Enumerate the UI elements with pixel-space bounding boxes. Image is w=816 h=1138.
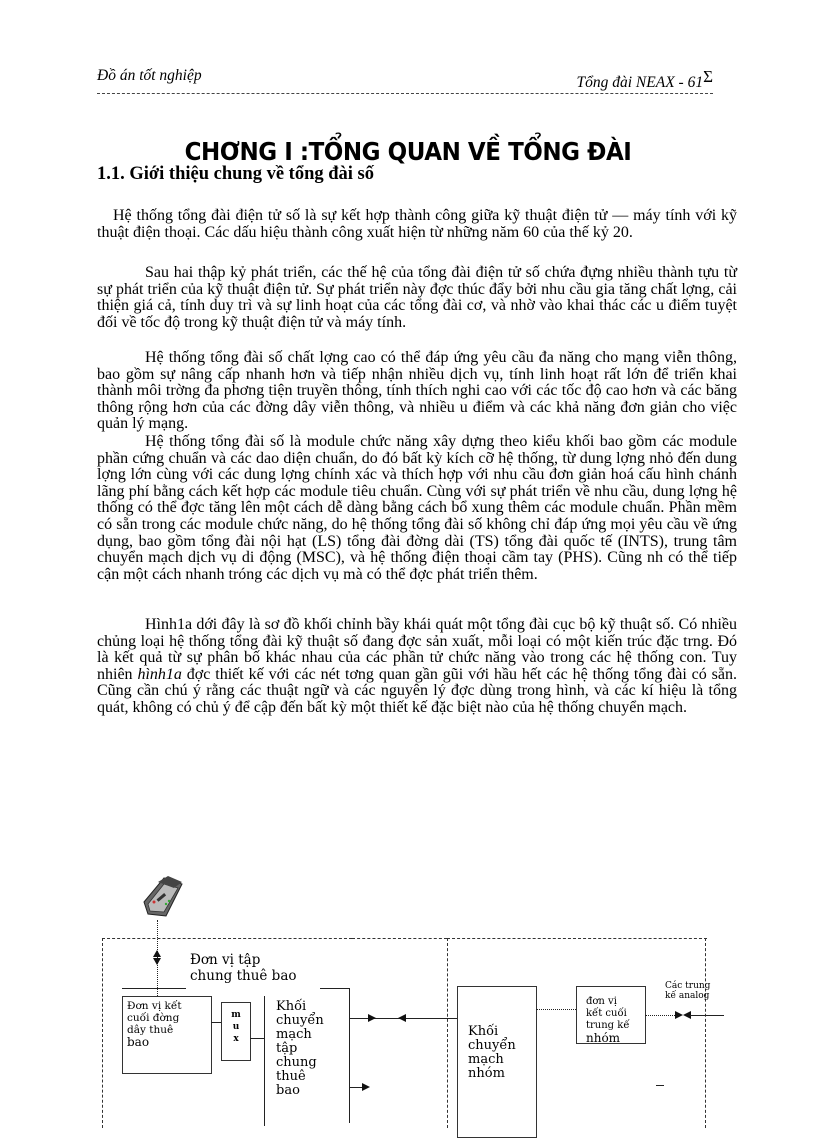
mux-label [222,1009,250,1045]
group-switch-block-label [468,1025,516,1081]
paragraph-1-text: Hệ thống tổng đài điện tử số là sự kết hợp thành công giữa kỹ thuật điện tử — máy tính với kỹ thuật điện thoại. Các dấu hiệu thành công xuất hiện từ những năm 60 của thế kỷ 20. [97,207,737,241]
frame-top-middle [352,938,447,939]
paragraph-5-part-b: đợc thiết kế với các nét tơng quan gần gũi với hầu hết các hệ thống tổng đài có sẵn. Cũng cần chú ý rằng các thuật ngữ và các nguyên lý đợc dùng trong hình, và các kí hiệu là tổng quát, không có chủ ý để cập đến bất kỳ một thiết kế đặc biệt nào của hệ thống chuyển mạch. [97,665,738,716]
ssb-line-7: bao [276,1083,300,1098]
paragraph-4-text: Hệ thống tổng đài số là module chức năng xây dựng theo kiểu khối bao gồm các module phần cứng chuẩn và các dao diện chuẩn, do đó bất kỳ kích cỡ hệ thống, từ dung lợng nhỏ đến dung lợng lớn cùng với các dung lợng chính xác và thích hợp với nhu cầu đơn giản hoá cấu hình chánh lãng phí bằng cách kết hợp các module tiêu chuẩn. Cùng với sự phát triển về nhu cầu, dung lợng hệ thống có thể đợc tăng lên một cách dễ dàng bằng cách bổ xung thêm các module chuẩn. Phần mềm có sẵn trong các module chức năng, do hệ thống tổng đài số không chỉ đáp ứng mọi yêu cầu về ứng dụng, bao gồm tổng đài nội hạt (LS) tổng đài đờng dài (TS) tổng đài quốc tế (INTS), trung tâm chuyển mạch dịch vụ di động (MSC), và hệ thống điện thoại cầm tay (PHS). Cũng nh có thể tiếp cận một cách nhanh tróng các dịch vụ mà có thể đợc phát triển thêm. [97,433,737,583]
ltu-line-3: dây thuê [127,1024,174,1036]
arrow-left-icon [398,1014,406,1022]
paragraph-5-text [97,617,737,717]
gsb-line-1: Khối [468,1024,499,1039]
mux-switch-link [250,1038,264,1039]
stage-separator [447,938,448,1128]
mux-letter-x: x [233,1034,239,1044]
arrow-up-icon [153,950,161,957]
paragraph-5 [97,617,737,717]
page-header [97,62,713,92]
analog-trunks-line-1: Các trung [665,981,711,991]
subscriber-concentrator-label [190,952,297,984]
arrow-right-icon [362,1083,370,1091]
arrow-right-icon [368,1014,376,1022]
gs-trunk-link [536,1009,576,1010]
ssb-line-6: thuê [276,1069,306,1084]
mux-letter-u: u [232,1022,240,1032]
ssb-line-2: chuyển [276,1013,324,1028]
ttu-line-1: đơn vị [586,996,617,1007]
telephone-icon [138,874,188,922]
concentrator-label-line-2: chung thuê bao [190,968,297,984]
ttu-line-4: nhóm [586,1031,621,1044]
subscriber-stage-frame-top [102,938,352,939]
section-heading: 1.1. Giới thiệu chung về tổng đài số [97,164,374,184]
trunk-terminal-unit-label [586,996,629,1044]
subscriber-stage-frame-left [102,938,103,1128]
paragraph-2-text: Sau hai thập kỷ phát triển, các thế hệ của tổng đài điện tử số chứa đựng nhiều thành tựu từ sự phát triển của kỹ thuật điện tử. Sự phát triển này đợc thúc đẩy bởi nhu cầu gia tăng chất lợng, cải thiện giá cả, tính duy trì và sự linh hoạt của các tổng đài cơ, và nhờ vào khai thác các u điểm tuyệt đối về tốc độ trong kỹ thuật điện tử và máy tính. [97,264,737,331]
line-terminal-unit-label [127,1000,207,1048]
header-right-text: Tổng đài NEAX - 61 [576,74,704,91]
group-switch-block-box [457,986,537,1138]
gsb-line-2: chuyển [468,1038,516,1053]
paragraph-2 [97,265,737,331]
chapter-title: CHƠNG I :TỔNG QUAN VỀ TỔNG ĐÀI [184,137,632,166]
ltu-line-4: bao [127,1035,150,1049]
gsb-line-3: mạch [468,1052,504,1067]
ssb-line-1: Khối [276,999,307,1014]
line-terminal-unit-box [122,996,212,1074]
ssb-line-5: chung [276,1055,317,1070]
ssb-line-3: mạch [276,1027,312,1042]
concentrator-frame-top-left [122,988,186,989]
arrow-down-icon [153,958,161,965]
ttu-line-3: trung kế [586,1020,630,1031]
group-stage-frame-top [447,938,707,939]
header-left-title: Đồ án tốt nghiệp [97,67,202,84]
concentrator-frame-right [349,988,350,1123]
subscriber-switch-block-label [276,1000,324,1098]
ltu-line-1: Đơn vị kết [127,1000,182,1012]
ltu-line-2: cuối đờng [127,1012,180,1024]
ssb-line-4: tập [276,1041,298,1056]
block-diagram [0,860,816,1123]
header-divider [97,93,713,94]
paragraph-3-text: Hệ thống tổng đài số chất lợng cao có thể đáp ứng yêu cầu đa năng cho mạng viễn thông, bao gồm sự nâng cấp nhanh hơn và tiếp nhận nhiều dịch vụ, tính linh hoạt rất lớn để triển khai thành môi trờng đa phơng tiện truyền thông, tính thích nghi cao với các tốc độ cao hơn và các băng thông rộng hơn của các đờng dây viễn thông, và nhiều u điểm và các khả năng đơn giản cho việc quản lý mạng. [97,349,737,433]
figure-reference: hình1a [137,665,182,683]
analog-trunks-line-2: kế analog [665,991,710,1001]
dash-mark [656,1085,664,1086]
header-right-title [577,67,714,92]
paragraph-4 [97,434,737,583]
paragraph-1 [97,208,737,241]
analog-trunks-label [665,981,710,1001]
paragraph-3 [97,350,737,433]
trunk-terminal-unit-box [576,986,646,1044]
group-stage-frame-right [705,938,706,1128]
arrow-right-icon [675,1011,683,1019]
ttu-line-2: kết cuối [586,1008,627,1019]
concentrator-frame-top-right [320,988,350,989]
sigma-icon: Σ [703,67,713,86]
analog-trunk-line [690,1015,724,1016]
mux-box [221,1002,251,1061]
trunk-dotted-link [645,1015,677,1016]
mux-letter-m: m [231,1010,241,1020]
gsb-line-4: nhóm [468,1066,505,1081]
concentrator-label-line-1: Đơn vị tập [190,952,261,968]
paragraph-5-part-a: Hình1a dới đây là sơ đồ khối chỉnh bầy khái quát một tổng đài cục bộ kỹ thuật số. Có nhiều chủng loại hệ thống tổng đài kỹ thuật số đang đợc sản xuất, mỗi loại có một kiến trúc đặc trng. Đó là kết quả từ sự phân bố khác nhau của các phần tử chức năng vào trong các hệ thống con. Tuy nhiên [97,616,737,683]
subscriber-switch-left-edge [264,996,265,1126]
ltu-mux-link [211,1022,221,1023]
